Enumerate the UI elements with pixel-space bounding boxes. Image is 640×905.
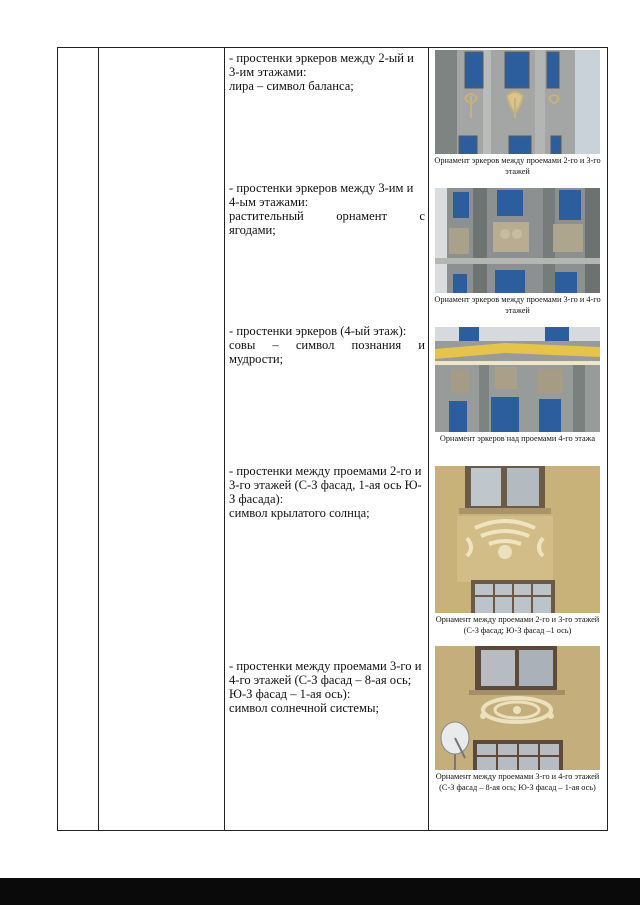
row-1-caption: Орнамент эркеров между проемами 2-го и 3-го этажей [434, 156, 601, 176]
row-2-symbol-word: растительный [229, 209, 304, 223]
scan-bottom-edge [0, 878, 640, 905]
row-5-heading: - простенки между проемами 3-го и 4-го этажей (С-З фасад – 8-ая ось; Ю-З фасад – 1-ая ось): [229, 659, 422, 701]
row-2-description [229, 181, 425, 237]
row-2-symbol-word: орнамент [336, 209, 387, 223]
row-2-symbol-word: с [419, 209, 425, 223]
row-1-symbol: лира – символ баланса; [229, 79, 354, 93]
row-2-symbol-line [229, 209, 425, 223]
column-divider [224, 48, 225, 830]
row-3-symbol-word: совы [229, 338, 256, 352]
row-5-symbol: символ солнечной системы; [229, 701, 379, 715]
row-3-symbol-word: символ [295, 338, 335, 352]
row-2-symbol-tail: ягодами; [229, 223, 276, 237]
row-3-symbol-line [229, 338, 425, 352]
column-divider [98, 48, 99, 830]
row-4-photo [435, 466, 600, 613]
row-4-caption: Орнамент между проемами 2-го и 3-го этажей (С-З фасад; Ю-З фасад –1 ось) [435, 615, 600, 635]
row-3-symbol-word: и [418, 338, 425, 352]
row-5-photo [435, 646, 600, 770]
row-4-symbol: символ крылатого солнца; [229, 506, 370, 520]
row-3-symbol-tail: мудрости; [229, 352, 284, 366]
row-5-description [229, 659, 425, 715]
ornament-table [57, 47, 608, 831]
row-1-description [229, 51, 425, 93]
column-divider [428, 48, 429, 830]
row-3-symbol-word: – [272, 338, 279, 352]
row-4-description [229, 464, 425, 520]
row-3-caption: Орнамент эркеров над проемами 4-го этажа [439, 434, 596, 443]
row-3-heading: - простенки эркеров (4-ый этаж): [229, 324, 407, 338]
row-3-symbol-word: познания [351, 338, 402, 352]
row-4-heading: - простенки между проемами 2-го и 3-го этажей (С-З фасад, 1-ая ось Ю-З фасада): [229, 464, 422, 506]
row-3-photo [435, 327, 600, 432]
row-2-caption: Орнамент эркеров между проемами 3-го и 4-го этажей [434, 295, 601, 315]
row-1-heading: - простенки эркеров между 2-ый и 3-им этажами: [229, 51, 414, 79]
row-2-heading: - простенки эркеров между 3-им и 4-ым этажами: [229, 181, 414, 209]
row-1-photo [435, 50, 600, 154]
row-3-description [229, 324, 425, 366]
row-2-photo [435, 188, 600, 293]
row-5-caption: Орнамент между проемами 3-го и 4-го этажей (С-З фасад – 8-ая ось; Ю-З фасад – 1-ая ось) [435, 772, 600, 792]
